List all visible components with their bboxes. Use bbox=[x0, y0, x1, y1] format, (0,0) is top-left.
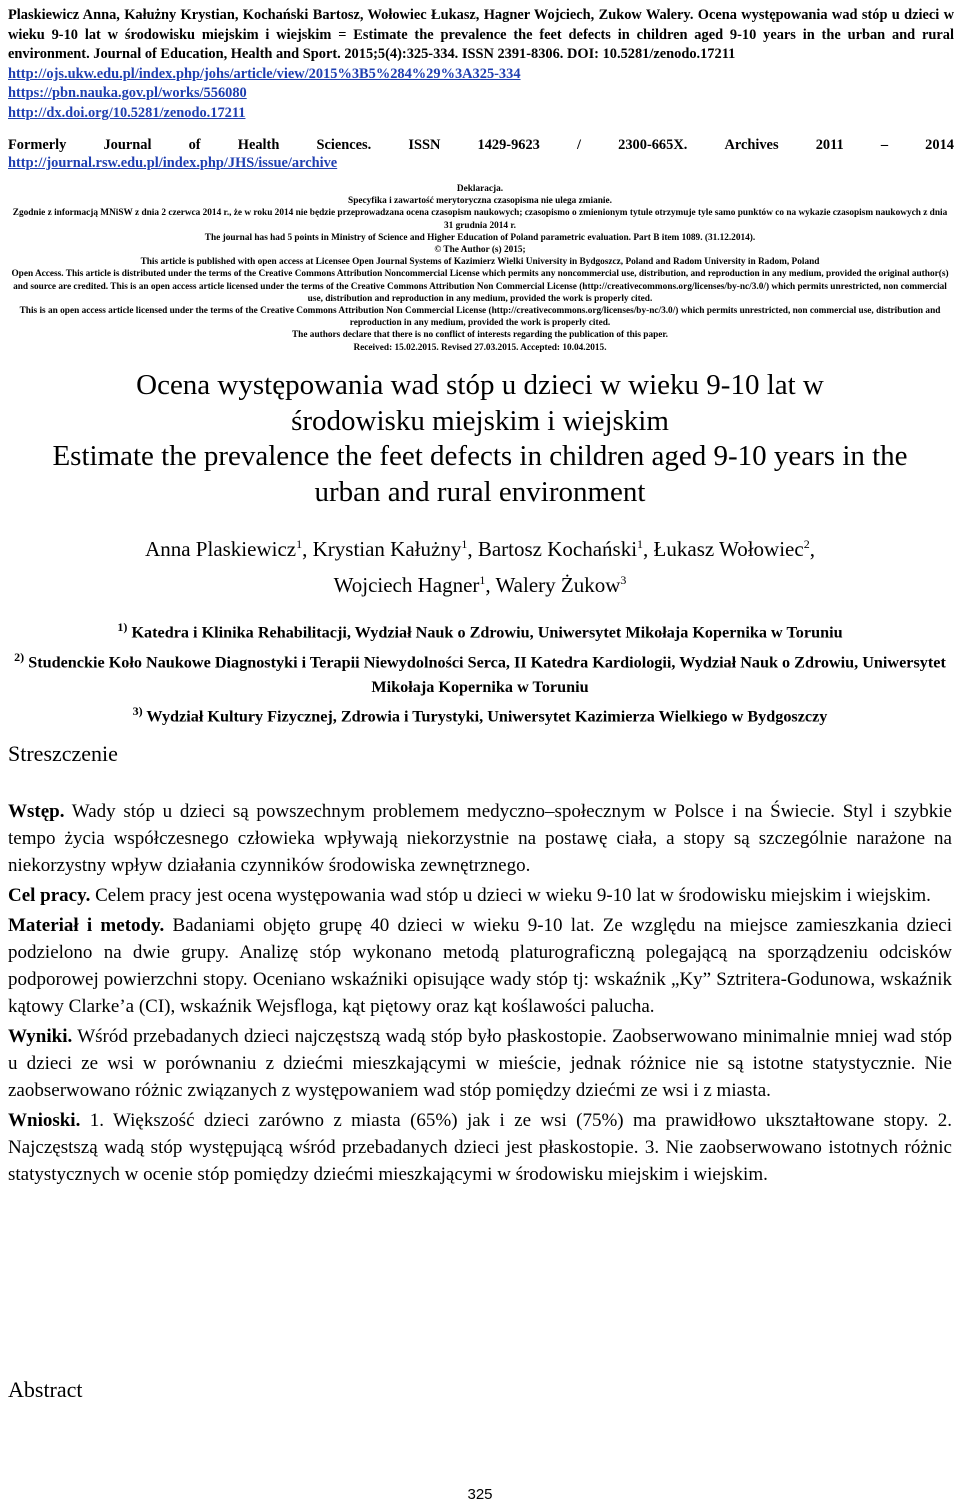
affiliation-item: $^{3)}$ Wydział Kultury Fizycznej, Zdrowia i Turystyki, Uniwersytet Kazimierza Wielkiego w Bydgoszczy bbox=[132, 704, 828, 726]
streszczenie-body bbox=[8, 798, 952, 1191]
pbn-link[interactable]: https://pbn.nauka.gov.pl/works/556080 bbox=[8, 85, 247, 101]
abstract-paragraph: Materiał i metody. Badaniami objęto grupę 40 dzieci w wieku 9-10 lat. Ze względu na miejsce zamieszkania dzieci podzielono na dwie grupy. Analizę stóp wykonano metodą platurograficzną polegającą na sporządzeniu odcisków podporowej powierzchni stopy. Oceniano wskaźniki opisujące wady stóp tj: wskaźnik „Ky” Sztritera-Godunowa, wskaźnik kątowy Clarke’a (CI), wskaźnik Wejsfloga, kąt piętowy oraz kąt koślawości palucha. bbox=[8, 915, 952, 1017]
declaration-line: The authors declare that there is no conflict of interests regarding the publication of this paper. bbox=[291, 330, 668, 341]
affiliation-item: $^{1)}$ Katedra i Klinika Rehabilitacji, Wydział Nauk o Zdrowiu, Uniwersytet Mikołaja Kopernika w Toruniu bbox=[117, 620, 843, 642]
ojs-link[interactable]: http://ojs.ukw.edu.pl/index.php/johs/article/view/2015%3B5%284%29%3A325-334 bbox=[8, 65, 521, 82]
abstract-paragraph: Wnioski. 1. Większość dzieci zarówno z miasta (65%) jak i ze wsi (75%) ma prawidłowo ukształtowane stopy. 2. Najczęstszą wadą stóp występującą wśród przebadanych dzieci jest płaskostopie. 3. Nie zaobserwowano istotnych różnic statystycznych w ocenie stóp pomiędzy dziećmi mieszkającymi w środowisku miejskim i wiejskim. bbox=[8, 1110, 952, 1185]
author-list: Anna Plaskiewicz$^1$, Krystian Kałużny$^1$, Bartosz Kochański$^1$, Łukasz Wołowiec$^2$, Wojciech Hagner$^1$, Walery Żukow$^3$ bbox=[145, 537, 815, 597]
section-heading-abstract: Abstract bbox=[8, 1377, 83, 1402]
abstract-paragraph: Wyniki. Wśród przebadanych dzieci najczęstszą wadą stóp było płaskostopie. Zaobserwowano minimalnie mniej wad stóp u dzieci ze wsi w porównaniu z dziećmi mieszkającymi w mieście, jednak różnice nie są istotne statystycznie. Nie zaobserwowano różnic związanych z występowaniem wad stóp pomiędzy dziećmi ze wsi i z miasta. bbox=[8, 1026, 952, 1101]
declaration-line: Deklaracja. bbox=[456, 184, 504, 194]
section-heading-streszczenie: Streszczenie bbox=[8, 741, 118, 766]
title-english: Estimate the prevalence the feet defects in children aged 9-10 years in the urban and rural environment bbox=[52, 440, 908, 508]
declaration-line: This is an open access article licensed under the terms of the Creative Commons Attribution Non Commercial License (http://creativecommons.org/licenses/by-nc/3.0/) which permits unrestricted, non commercial use, distribution and reproduction in any medium, provided the work is properly cited. bbox=[19, 306, 941, 329]
author-name: Krystian Kałużny bbox=[312, 537, 462, 561]
author-name: Walery Żukow bbox=[495, 573, 621, 597]
declaration-line: Received: 15.02.2015. Revised 27.03.2015. Accepted: 10.04.2015. bbox=[353, 342, 607, 353]
affiliation-item: $^{2)}$ Studenckie Koło Naukowe Diagnostyki i Terapii Niewydolności Serca, II Katedra Kardiologii, Wydział Nauk o Zdrowiu, Uniwersytet Mikołaja Kopernika w Toruniu bbox=[14, 649, 946, 696]
author-name: Bartosz Kochański bbox=[477, 537, 638, 561]
citation-header bbox=[8, 6, 954, 123]
page-number: 325 bbox=[467, 1486, 493, 1503]
abstract-paragraph: Wstęp. Wady stóp u dzieci są powszechnym problemem medyczno–społecznym w Polsce i na Świecie. Styl i szybkie tempo życia współczesnego człowieka wpływają niekorzystnie na postawę ciała, a stopy są szczególnie narażone na niekorzystny wpływ działania czynników środowiska zewnętrznego. bbox=[8, 801, 952, 876]
archive-link[interactable]: http://journal.rsw.edu.pl/index.php/JHS/issue/archive bbox=[8, 155, 338, 171]
article-title bbox=[0, 368, 960, 510]
declaration-line: Specyfika i zawartość merytoryczna czasopisma nie ulega zmianie. bbox=[348, 196, 612, 207]
title-polish: Ocena występowania wad stóp u dzieci w wieku 9-10 lat w środowisku miejskim i wiejskim bbox=[136, 369, 824, 437]
declaration-line: © The Author (s) 2015; bbox=[434, 245, 526, 256]
abstract-paragraph: Cel pracy. Celem pracy jest ocena występowania wad stóp u dzieci w wieku 9-10 lat w środowisku miejskim i wiejskim. bbox=[8, 885, 931, 906]
author-name: Anna Plaskiewicz bbox=[145, 537, 297, 561]
declaration-line: This article is published with open access at Licensee Open Journal Systems of Kazimierz Wielki University in Bydgoszcz, Poland and Radom University in Radom, Poland bbox=[140, 257, 820, 268]
doi-link[interactable]: http://dx.doi.org/10.5281/zenodo.17211 bbox=[8, 104, 246, 121]
author-name: Wojciech Hagner bbox=[333, 573, 480, 597]
citation-text: Plaskiewicz Anna, Kałużny Krystian, Kochański Bartosz, Wołowiec Łukasz, Hagner Wojciech, Zukow Walery. Ocena występowania wad stóp u dzieci w wieku 9-10 lat w środowisku miejskim i wiejskim = Estimate the prevalence the feet defects in children aged 9-10 years in the urban and rural environment. Journal of Education, Health and Sport. 2015;5(4):325-334. ISSN 2391-8306. DOI: 10.5281/zenodo.17211 bbox=[8, 7, 954, 62]
author-name: Łukasz Wołowiec bbox=[653, 537, 804, 561]
declaration-block bbox=[8, 183, 952, 354]
affiliation-list bbox=[8, 615, 952, 729]
formerly-line: Formerly Journal of Health Sciences. ISSN 1429-9623 / 2300-665X. Archives 2011 – 2014 bbox=[8, 137, 954, 153]
declaration-line: Open Access. This article is distributed under the terms of the Creative Commons Attribution Noncommercial License which permits any noncommercial use, distribution, and reproduction in any medium, provided the original author(s) and source are credited. This is an open access article licensed under the terms of the Creative Commons Attribution Non Commercial License (http://creativecommons.org/licenses/by-nc/3.0/) which permits unrestricted, non commercial use, distribution and reproduction in any medium, provided the work is properly cited. bbox=[11, 269, 949, 304]
declaration-line: Zgodnie z informacją MNiSW z dnia 2 czerwca 2014 r., że w roku 2014 nie będzie przeprowadzana ocena czasopism naukowych; czasopismo o zmienionym tytule otrzymuje tyle samo punktów co na wykazie czasopism naukowych z dnia 31 grudnia 2014 r. bbox=[12, 208, 948, 231]
declaration-line: The journal has had 5 points in Ministry of Science and Higher Education of Poland parametric evaluation. Part B item 1089. (31.12.2014). bbox=[204, 232, 756, 243]
